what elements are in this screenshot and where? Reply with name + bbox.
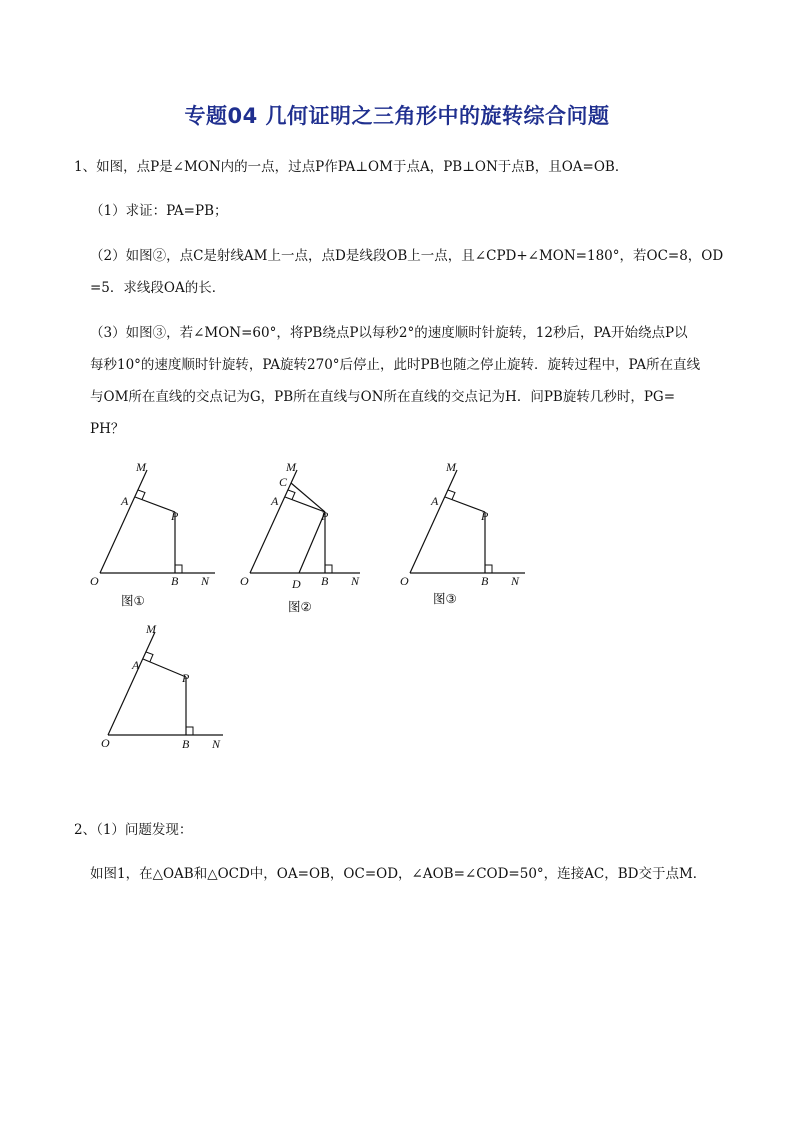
- label-o: O: [101, 736, 110, 750]
- label-n: N: [511, 574, 520, 588]
- label-n: N: [201, 574, 210, 588]
- label-b: B: [321, 574, 329, 588]
- q1-part3-line1: （3）如图③，若∠MON=60°，将PB绕点P以每秒2°的速度顺时针旋转，12秒后，PA开始绕点P以: [90, 325, 688, 341]
- label-o: O: [400, 574, 409, 588]
- figure-1: [85, 455, 225, 594]
- label-m: M: [446, 460, 456, 474]
- q2-stem: 2、（1）问题发现：: [74, 822, 193, 838]
- label-b: B: [171, 574, 179, 588]
- q1-part3-line4: PH？: [90, 421, 125, 437]
- q1-part1: （1）求证：PA=PB；: [90, 203, 228, 219]
- label-a: A: [271, 494, 279, 508]
- label-o: O: [240, 574, 249, 588]
- label-m: M: [286, 460, 296, 474]
- label-o: O: [90, 574, 99, 588]
- label-p: P: [321, 509, 329, 523]
- figure-3: [395, 455, 535, 594]
- q1-part3-line3: 与OM所在直线的交点记为G，PB所在直线与ON所在直线的交点记为H．问PB旋转几秒时，PG=: [90, 389, 676, 405]
- label-c: C: [279, 475, 288, 489]
- label-m: M: [146, 622, 156, 636]
- page-title: 专题04 几何证明之三角形中的旋转综合问题: [184, 104, 610, 128]
- q1-part3-line2: 每秒10°的速度顺时针旋转，PA旋转270°后停止，此时PB也随之停止旋转．旋转过程中，PA所在直线: [90, 357, 701, 373]
- label-b: B: [182, 737, 190, 751]
- figure-2-caption: 图②: [288, 599, 312, 614]
- label-a: A: [132, 658, 140, 672]
- label-n: N: [351, 574, 360, 588]
- label-n: N: [212, 737, 221, 751]
- label-p: P: [182, 671, 190, 685]
- figure-1-caption: 图①: [121, 593, 145, 608]
- q1-part2-line2: =5．求线段OA的长．: [90, 280, 226, 296]
- q2-text: 如图1，在△OAB和△OCD中，OA=OB，OC=OD，∠AOB=∠COD=50°，连接AC，BD交于点M．: [90, 866, 707, 882]
- label-d: D: [292, 577, 301, 591]
- figure-4: [93, 617, 233, 756]
- label-p: P: [481, 509, 489, 523]
- figure-3-caption: 图③: [433, 591, 457, 606]
- label-p: P: [171, 509, 179, 523]
- label-m: M: [136, 460, 146, 474]
- label-a: A: [431, 494, 439, 508]
- figure-2: [235, 455, 375, 599]
- label-b: B: [481, 574, 489, 588]
- q1-part2-line1: （2）如图②，点C是射线AM上一点，点D是线段OB上一点，且∠CPD+∠MON=180°，若OC=8，OD: [90, 248, 724, 264]
- q1-stem: 1、如图，点P是∠MON内的一点，过点P作PA⊥OM于点A，PB⊥ON于点B，且OA=OB．: [74, 159, 629, 175]
- label-a: A: [121, 494, 129, 508]
